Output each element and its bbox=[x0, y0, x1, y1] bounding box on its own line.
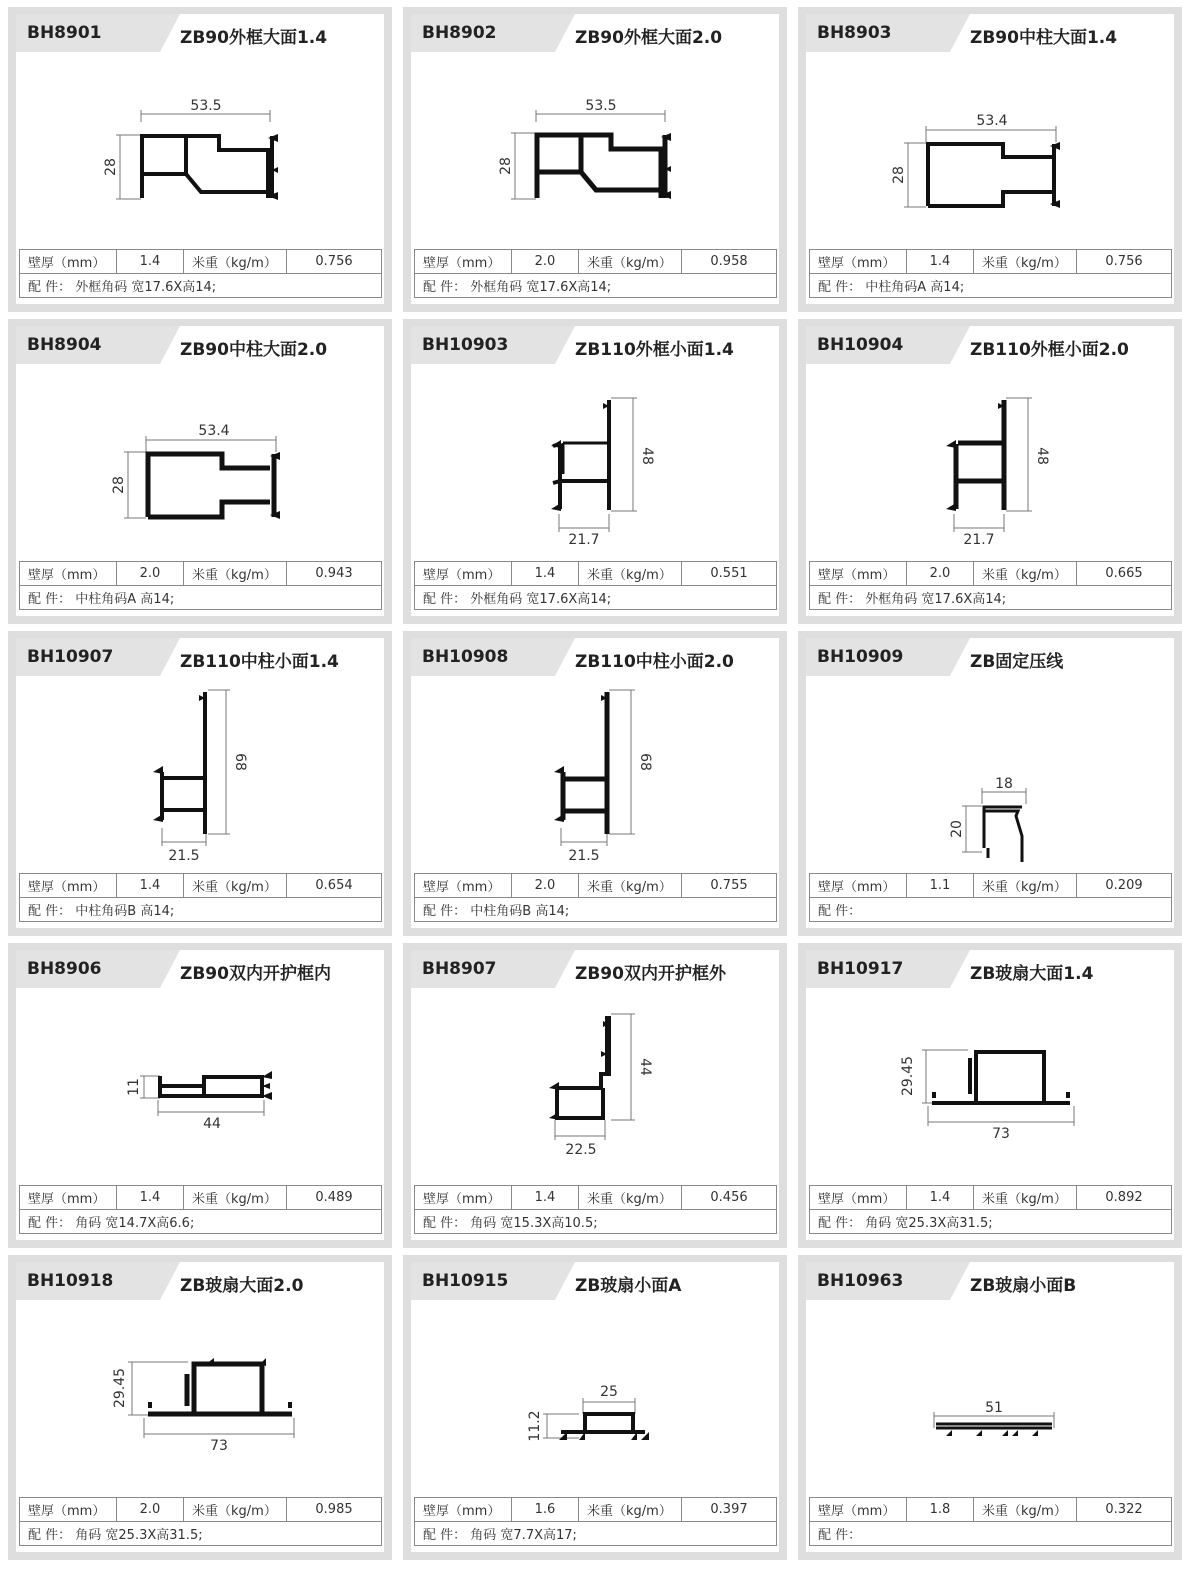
product-name: ZB110外框小面2.0 bbox=[970, 340, 1129, 360]
fittings-value: 中柱角码B 高14; bbox=[75, 904, 175, 919]
profile-section-icon bbox=[956, 400, 1004, 510]
fittings-label: 配 件： bbox=[818, 280, 862, 295]
weight-value: 0.665 bbox=[1077, 562, 1172, 586]
card-header bbox=[806, 326, 1174, 364]
fittings-row bbox=[415, 274, 777, 298]
profile-drawing bbox=[411, 988, 779, 1182]
fittings-row bbox=[810, 586, 1172, 610]
profile-drawing bbox=[16, 988, 384, 1182]
fittings-value: 外框角码 宽17.6X高14; bbox=[75, 280, 217, 295]
dimension-width: 44 bbox=[203, 1116, 221, 1132]
dimension-width: 21.7 bbox=[568, 532, 600, 548]
product-code: BH10963 bbox=[817, 1271, 904, 1291]
fittings-label: 配 件： bbox=[818, 904, 862, 919]
fittings-label: 配 件： bbox=[423, 592, 467, 607]
dimension-height: 48 bbox=[1034, 447, 1050, 465]
thickness-label: 壁厚（mm） bbox=[415, 1186, 512, 1210]
fittings-label: 配 件： bbox=[28, 280, 72, 295]
card-header bbox=[806, 1262, 1174, 1300]
product-card bbox=[8, 943, 392, 1248]
weight-label: 米重（kg/m） bbox=[184, 250, 287, 274]
product-name: ZB90外框大面2.0 bbox=[575, 28, 723, 48]
spec-table bbox=[414, 561, 777, 610]
profile-drawing bbox=[411, 1300, 779, 1494]
card-header bbox=[16, 14, 384, 52]
profile-section-icon bbox=[557, 1016, 609, 1118]
profile-drawing bbox=[806, 676, 1174, 870]
thickness-label: 壁厚（mm） bbox=[810, 874, 907, 898]
weight-value: 0.654 bbox=[287, 874, 382, 898]
thickness-value: 2.0 bbox=[512, 874, 579, 898]
profile-section-icon bbox=[553, 400, 609, 510]
product-card bbox=[8, 319, 392, 624]
fittings-row bbox=[810, 1522, 1172, 1546]
product-code: BH10903 bbox=[422, 335, 509, 355]
weight-label: 米重（kg/m） bbox=[184, 1498, 287, 1522]
card-header bbox=[806, 14, 1174, 52]
card-header bbox=[411, 950, 779, 988]
weight-value: 0.456 bbox=[682, 1186, 777, 1210]
thickness-value: 1.4 bbox=[907, 1186, 974, 1210]
product-card bbox=[403, 1255, 787, 1560]
profile-section-icon bbox=[148, 454, 274, 517]
weight-label: 米重（kg/m） bbox=[974, 250, 1077, 274]
card-header bbox=[806, 638, 1174, 676]
fittings-row bbox=[415, 586, 777, 610]
dimension-width: 53.5 bbox=[585, 98, 617, 114]
fittings-row bbox=[20, 898, 382, 922]
fittings-label: 配 件： bbox=[28, 1216, 72, 1231]
profile-section-icon bbox=[561, 692, 607, 834]
thickness-label: 壁厚（mm） bbox=[20, 562, 117, 586]
thickness-value: 2.0 bbox=[907, 562, 974, 586]
product-name: ZB90中柱大面2.0 bbox=[180, 340, 328, 360]
card-header bbox=[16, 326, 384, 364]
spec-table bbox=[809, 249, 1172, 298]
profile-section-icon bbox=[928, 144, 1054, 206]
weight-value: 0.958 bbox=[682, 250, 777, 274]
product-name: ZB90双内开护框内 bbox=[180, 964, 331, 984]
thickness-label: 壁厚（mm） bbox=[810, 1186, 907, 1210]
product-card bbox=[403, 7, 787, 312]
fittings-value: 外框角码 宽17.6X高14; bbox=[865, 592, 1007, 607]
fittings-value: 角码 宽25.3X高31.5; bbox=[75, 1528, 203, 1543]
product-code: BH10904 bbox=[817, 335, 904, 355]
dimension-height: 11 bbox=[126, 1078, 142, 1096]
weight-label: 米重（kg/m） bbox=[579, 250, 682, 274]
thickness-value: 2.0 bbox=[512, 250, 579, 274]
weight-label: 米重（kg/m） bbox=[184, 562, 287, 586]
profile-drawing bbox=[806, 1300, 1174, 1494]
fittings-label: 配 件： bbox=[28, 904, 72, 919]
fittings-row bbox=[810, 1210, 1172, 1234]
card-header bbox=[411, 638, 779, 676]
weight-value: 0.756 bbox=[287, 250, 382, 274]
product-code: BH10918 bbox=[27, 1271, 114, 1291]
product-card bbox=[8, 631, 392, 936]
fittings-row bbox=[810, 898, 1172, 922]
dimension-height: 44 bbox=[637, 1058, 653, 1076]
fittings-label: 配 件： bbox=[423, 1528, 467, 1543]
product-name: ZB玻扇大面2.0 bbox=[180, 1276, 304, 1296]
weight-value: 0.985 bbox=[287, 1498, 382, 1522]
product-code: BH10909 bbox=[817, 647, 904, 667]
thickness-label: 壁厚（mm） bbox=[810, 562, 907, 586]
spec-table bbox=[19, 249, 382, 298]
product-code: BH10907 bbox=[27, 647, 114, 667]
fittings-label: 配 件： bbox=[28, 592, 72, 607]
weight-label: 米重（kg/m） bbox=[974, 874, 1077, 898]
dimension-width: 53.4 bbox=[198, 423, 230, 439]
dimension-width: 22.5 bbox=[565, 1142, 597, 1158]
dimension-height: 28 bbox=[103, 158, 119, 176]
spec-table bbox=[414, 873, 777, 922]
product-name: ZB110中柱小面2.0 bbox=[575, 652, 734, 672]
weight-value: 0.756 bbox=[1077, 250, 1172, 274]
weight-label: 米重（kg/m） bbox=[184, 1186, 287, 1210]
thickness-value: 1.4 bbox=[117, 250, 184, 274]
product-card bbox=[403, 631, 787, 936]
thickness-value: 1.8 bbox=[907, 1498, 974, 1522]
profile-section-icon bbox=[160, 1076, 262, 1096]
product-code: BH10915 bbox=[422, 1271, 509, 1291]
dimension-height: 68 bbox=[637, 753, 653, 771]
dimension-width: 25 bbox=[600, 1384, 618, 1400]
product-name: ZB玻扇大面1.4 bbox=[970, 964, 1094, 984]
profile-drawing bbox=[16, 676, 384, 870]
dimension-height: 68 bbox=[232, 753, 248, 771]
thickness-value: 1.4 bbox=[512, 562, 579, 586]
product-card bbox=[798, 319, 1182, 624]
dimension-height: 28 bbox=[891, 166, 907, 184]
thickness-value: 1.4 bbox=[117, 874, 184, 898]
fittings-value: 角码 宽15.3X高10.5; bbox=[470, 1216, 598, 1231]
weight-value: 0.551 bbox=[682, 562, 777, 586]
product-name: ZB90外框大面1.4 bbox=[180, 28, 328, 48]
weight-label: 米重（kg/m） bbox=[579, 874, 682, 898]
weight-value: 0.397 bbox=[682, 1498, 777, 1522]
fittings-value: 中柱角码A 高14; bbox=[75, 592, 175, 607]
profile-section-icon bbox=[161, 692, 205, 834]
fittings-row bbox=[415, 1522, 777, 1546]
weight-value: 0.892 bbox=[1077, 1186, 1172, 1210]
dimension-width: 21.5 bbox=[568, 848, 600, 864]
fittings-row bbox=[20, 586, 382, 610]
fittings-value: 角码 宽7.7X高17; bbox=[470, 1528, 577, 1543]
dimension-width: 53.4 bbox=[976, 113, 1008, 129]
card-header bbox=[806, 950, 1174, 988]
dimension-height: 28 bbox=[111, 476, 127, 494]
profile-drawing bbox=[806, 364, 1174, 558]
profile-section-icon bbox=[936, 1424, 1052, 1428]
thickness-value: 1.4 bbox=[512, 1186, 579, 1210]
profile-section-icon bbox=[984, 807, 1022, 862]
profile-drawing bbox=[16, 52, 384, 246]
product-card bbox=[8, 7, 392, 312]
thickness-value: 2.0 bbox=[117, 1498, 184, 1522]
dimension-width: 21.5 bbox=[168, 848, 200, 864]
card-header bbox=[16, 638, 384, 676]
fittings-label: 配 件： bbox=[818, 1216, 862, 1231]
weight-value: 0.755 bbox=[682, 874, 777, 898]
spec-table bbox=[19, 1185, 382, 1234]
spec-table bbox=[809, 561, 1172, 610]
dimension-height: 29.45 bbox=[900, 1055, 916, 1097]
profile-drawing bbox=[16, 364, 384, 558]
thickness-label: 壁厚（mm） bbox=[20, 1498, 117, 1522]
dimension-width: 51 bbox=[985, 1400, 1003, 1416]
weight-label: 米重（kg/m） bbox=[974, 1186, 1077, 1210]
fittings-value: 外框角码 宽17.6X高14; bbox=[470, 280, 612, 295]
dimension-height: 29.45 bbox=[112, 1367, 128, 1409]
fittings-value: 中柱角码A 高14; bbox=[865, 280, 965, 295]
product-code: BH8901 bbox=[27, 23, 102, 43]
weight-value: 0.943 bbox=[287, 562, 382, 586]
product-card bbox=[798, 631, 1182, 936]
card-header bbox=[16, 1262, 384, 1300]
product-name: ZB玻扇小面A bbox=[575, 1276, 682, 1296]
profile-section-icon bbox=[561, 1414, 645, 1432]
dimension-height: 48 bbox=[639, 447, 655, 465]
weight-label: 米重（kg/m） bbox=[579, 1186, 682, 1210]
dimension-width: 73 bbox=[210, 1438, 228, 1454]
product-code: BH8903 bbox=[817, 23, 892, 43]
spec-table bbox=[809, 1185, 1172, 1234]
spec-table bbox=[19, 873, 382, 922]
weight-label: 米重（kg/m） bbox=[184, 874, 287, 898]
product-code: BH8904 bbox=[27, 335, 102, 355]
spec-table bbox=[19, 561, 382, 610]
product-card bbox=[403, 943, 787, 1248]
fittings-label: 配 件： bbox=[423, 1216, 467, 1231]
spec-table bbox=[809, 1497, 1172, 1546]
product-card bbox=[798, 7, 1182, 312]
fittings-label: 配 件： bbox=[818, 1528, 862, 1543]
dimension-width: 73 bbox=[992, 1126, 1010, 1142]
product-name: ZB固定压线 bbox=[970, 652, 1064, 672]
card-header bbox=[16, 950, 384, 988]
weight-value: 0.322 bbox=[1077, 1498, 1172, 1522]
fittings-value: 外框角码 宽17.6X高14; bbox=[470, 592, 612, 607]
fittings-row bbox=[810, 274, 1172, 298]
thickness-label: 壁厚（mm） bbox=[810, 1498, 907, 1522]
thickness-label: 壁厚（mm） bbox=[415, 250, 512, 274]
weight-value: 0.489 bbox=[287, 1186, 382, 1210]
dimension-width: 21.7 bbox=[963, 532, 995, 548]
weight-label: 米重（kg/m） bbox=[974, 562, 1077, 586]
product-card bbox=[403, 319, 787, 624]
product-name: ZB110外框小面1.4 bbox=[575, 340, 734, 360]
profile-drawing bbox=[411, 676, 779, 870]
weight-label: 米重（kg/m） bbox=[974, 1498, 1077, 1522]
product-name: ZB玻扇小面B bbox=[970, 1276, 1077, 1296]
thickness-value: 2.0 bbox=[117, 562, 184, 586]
profile-section-icon bbox=[142, 136, 272, 198]
thickness-label: 壁厚（mm） bbox=[20, 1186, 117, 1210]
thickness-value: 1.6 bbox=[512, 1498, 579, 1522]
spec-table bbox=[414, 1497, 777, 1546]
profile-section-icon bbox=[148, 1364, 292, 1414]
profile-drawing bbox=[411, 52, 779, 246]
spec-table bbox=[414, 1185, 777, 1234]
product-name: ZB90双内开护框外 bbox=[575, 964, 726, 984]
thickness-value: 1.4 bbox=[117, 1186, 184, 1210]
dimension-height: 11.2 bbox=[527, 1410, 543, 1442]
thickness-value: 1.4 bbox=[907, 250, 974, 274]
weight-label: 米重（kg/m） bbox=[579, 1498, 682, 1522]
weight-value: 0.209 bbox=[1077, 874, 1172, 898]
product-code: BH10908 bbox=[422, 647, 509, 667]
profile-section-icon bbox=[537, 135, 665, 198]
fittings-label: 配 件： bbox=[28, 1528, 72, 1543]
fittings-row bbox=[20, 1522, 382, 1546]
product-code: BH8906 bbox=[27, 959, 102, 979]
thickness-label: 壁厚（mm） bbox=[810, 250, 907, 274]
spec-table bbox=[414, 249, 777, 298]
fittings-row bbox=[20, 1210, 382, 1234]
product-name: ZB90中柱大面1.4 bbox=[970, 28, 1118, 48]
spec-table bbox=[19, 1497, 382, 1546]
fittings-row bbox=[20, 274, 382, 298]
product-card bbox=[798, 943, 1182, 1248]
profile-drawing bbox=[806, 52, 1174, 246]
fittings-label: 配 件： bbox=[423, 904, 467, 919]
thickness-label: 壁厚（mm） bbox=[415, 1498, 512, 1522]
profile-drawing bbox=[411, 364, 779, 558]
card-header bbox=[411, 326, 779, 364]
fittings-label: 配 件： bbox=[423, 280, 467, 295]
fittings-value: 角码 宽25.3X高31.5; bbox=[865, 1216, 993, 1231]
weight-label: 米重（kg/m） bbox=[579, 562, 682, 586]
fittings-label: 配 件： bbox=[818, 592, 862, 607]
fittings-value: 中柱角码B 高14; bbox=[470, 904, 570, 919]
thickness-value: 1.1 bbox=[907, 874, 974, 898]
card-header bbox=[411, 1262, 779, 1300]
spec-table bbox=[809, 873, 1172, 922]
thickness-label: 壁厚（mm） bbox=[415, 874, 512, 898]
dimension-width: 53.5 bbox=[190, 98, 222, 114]
product-code: BH8902 bbox=[422, 23, 497, 43]
dimension-height: 28 bbox=[498, 157, 514, 175]
fittings-row bbox=[415, 1210, 777, 1234]
profile-section-icon bbox=[932, 1052, 1070, 1103]
profile-drawing bbox=[806, 988, 1174, 1182]
thickness-label: 壁厚（mm） bbox=[20, 250, 117, 274]
product-card bbox=[798, 1255, 1182, 1560]
product-card bbox=[8, 1255, 392, 1560]
thickness-label: 壁厚（mm） bbox=[415, 562, 512, 586]
card-header bbox=[411, 14, 779, 52]
profile-drawing bbox=[16, 1300, 384, 1494]
dimension-height: 20 bbox=[949, 820, 965, 838]
dimension-width: 18 bbox=[995, 776, 1013, 792]
fittings-row bbox=[415, 898, 777, 922]
product-code: BH8907 bbox=[422, 959, 497, 979]
product-name: ZB110中柱小面1.4 bbox=[180, 652, 339, 672]
thickness-label: 壁厚（mm） bbox=[20, 874, 117, 898]
fittings-value: 角码 宽14.7X高6.6; bbox=[75, 1216, 195, 1231]
product-code: BH10917 bbox=[817, 959, 904, 979]
